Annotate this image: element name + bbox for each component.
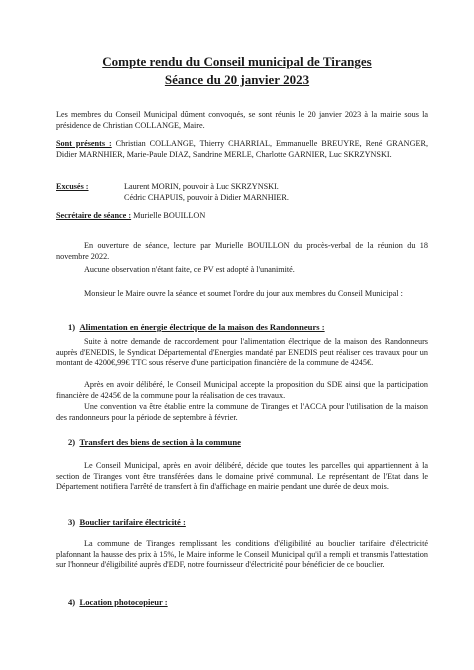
ouverture-paragraph: En ouverture de séance, lecture par Murielle BOUILLON du procès-verbal de la réunion du 18 novembre 2022. [56, 241, 428, 261]
excuses-label: Excusés : [56, 182, 89, 191]
section-3-heading: 3) Bouclier tarifaire électricité : [68, 517, 186, 527]
section-2-heading: 2) Transfert des biens de section à la commune [68, 437, 241, 447]
section-1-paragraph: Après en avoir délibéré, le Conseil Municipal accepte la proposition du SDE ainsi que la participation financière de 4245€ de la commune pour la réalisation de ces travaux. [56, 380, 428, 400]
section-2-paragraph: Le Conseil Municipal, après en avoir délibéré, décide que toutes les parcelles qui appartiennent à la section de Tiranges vont être transférées dans le domaine privé communal. Le représentant de l'Etat dans le Département notifiera l'arrêté de transfert à fin d'affichage en mairie pendant une durée de deux mois. [56, 461, 428, 492]
excuse-item: Laurent MORIN, pouvoir à Luc SKRZYNSKI. [124, 182, 279, 191]
secretaire-name: Murielle BOUILLON [133, 211, 206, 220]
secretaire-line [56, 211, 205, 222]
section-3-paragraph: La commune de Tiranges remplissant les conditions d'éligibilité au bouclier tarifaire d'électricité plafonnant la hausse des prix à 15%, le Maire informe le Conseil Municipal qu'il a rempli et transmis l'attestation sur l'honneur d'éligibilité auprès d'EDF, notre fournisseur d'électricité pour bénéficier de ce bouclier. [56, 539, 428, 570]
document-title: Compte rendu du Conseil municipal de Tiranges [102, 54, 372, 69]
pv-adopted-paragraph: Aucune observation n'étant faite, ce PV est adopté à l'unanimité. [84, 265, 295, 274]
section-1-heading: 1) Alimentation en énergie électrique de la maison des Randonneurs : [68, 322, 325, 332]
section-4-heading: 4) Location photocopieur : [68, 597, 168, 607]
section-1-paragraph: Une convention va être établie entre la commune de Tiranges et l'ACCA pour l'utilisation de la maison des randonneurs pour la période de septembre à février. [56, 402, 428, 422]
section-1-paragraph: Suite à notre demande de raccordement pour l'alimentation électrique de la maison des Randonneurs auprès d'ENEDIS, le Syndicat Départemental d'Energies mandaté par ENEDIS peut réaliser ces travaux pour un montant de 4200€,99€ TTC sous réserve d'une participation financière de la commune de 4245€. [56, 337, 428, 368]
presents-paragraph [56, 139, 428, 160]
ordre-du-jour-paragraph: Monsieur le Maire ouvre la séance et soumet l'ordre du jour aux membres du Conseil Municipal : [84, 289, 403, 298]
secretaire-label: Secrétaire de séance : [56, 211, 132, 220]
session-date-title: Séance du 20 janvier 2023 [164, 72, 310, 87]
excuse-item: Cédric CHAPUIS, pouvoir à Didier MARNHIER. [124, 193, 289, 202]
presents-label: Sont présents : [56, 139, 112, 148]
presents-list: Christian COLLANGE, Thierry CHARRIAL, Emmanuelle BREUYRE, René GRANGER, Didier MARNHIER, Marie-Paule DIAZ, Sandrine MERLE, Charlotte GARNIER, Luc SKRZYNSKI. [56, 139, 429, 159]
intro-paragraph: Les membres du Conseil Municipal dûment convoqués, se sont réunis le 20 janvier 2023 à la mairie sous la présidence de Christian COLLANGE, Maire. [56, 110, 428, 130]
